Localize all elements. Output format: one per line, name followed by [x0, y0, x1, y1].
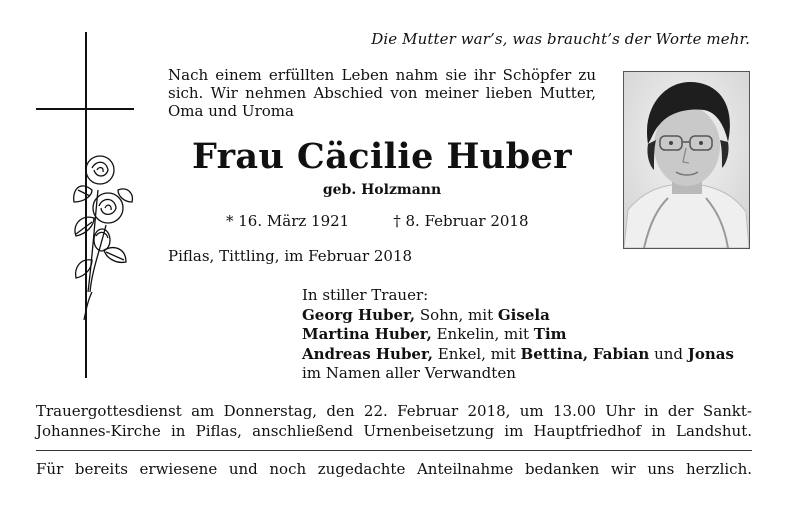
mourner-line	[302, 306, 734, 326]
mourner-partner: Jonas	[687, 344, 734, 363]
mourner-conjunction: und	[649, 344, 688, 363]
mourner-partner: Gisela	[497, 305, 550, 324]
funeral-service-text: Trauergottesdienst am Donnerstag, den 22. Februar 2018, um 13.00 Uhr in der Sankt-Johannes-Kirche in Piflas, anschließend Urnenbeisetzung im Hauptfriedhof in Landshut.	[36, 402, 752, 440]
mourners-heading: In stiller Trauer:	[302, 286, 429, 304]
death-date: † 8. Februar 2018	[393, 212, 529, 230]
motto-quote: Die Mutter war’s, was braucht’s der Worte mehr.	[371, 30, 750, 48]
mourner-name: Martina Huber,	[302, 325, 432, 343]
intro-text: Nach einem erfüllten Leben nahm sie ihr Schöpfer zu sich. Wir nehmen Abschied von meiner lieben Mutter, Oma und Uroma	[168, 66, 596, 120]
mourner-relation: Sohn, mit	[415, 305, 498, 324]
mourner-name: Andreas Huber,	[302, 344, 434, 363]
mourners-block	[302, 286, 734, 384]
mourner-name: Georg Huber,	[302, 305, 416, 324]
cross-with-roses-icon	[34, 30, 144, 380]
mourner-partner: Tim	[533, 325, 567, 343]
birth-name: geb. Holzmann	[322, 182, 442, 198]
divider	[36, 450, 752, 451]
mourner-partner: Bettina,	[520, 344, 589, 363]
mourner-partner: Fabian	[592, 344, 650, 363]
mourner-line	[302, 345, 734, 365]
thanks-text: Für bereits erwiesene und noch zugedachte Anteilnahme bedanken wir uns herzlich.	[36, 460, 752, 478]
life-dates	[226, 212, 529, 230]
mourners-closing: im Namen aller Verwandten	[302, 364, 516, 382]
portrait-photo	[623, 71, 750, 249]
mourner-relation: Enkel, mit	[433, 344, 521, 363]
mourner-relation: Enkelin, mit	[431, 325, 534, 343]
birth-date: * 16. März 1921	[226, 212, 350, 230]
deceased-name: Frau Cäcilie Huber	[191, 136, 573, 177]
place-date: Piflas, Tittling, im Februar 2018	[168, 247, 413, 265]
mourner-line	[302, 325, 734, 345]
